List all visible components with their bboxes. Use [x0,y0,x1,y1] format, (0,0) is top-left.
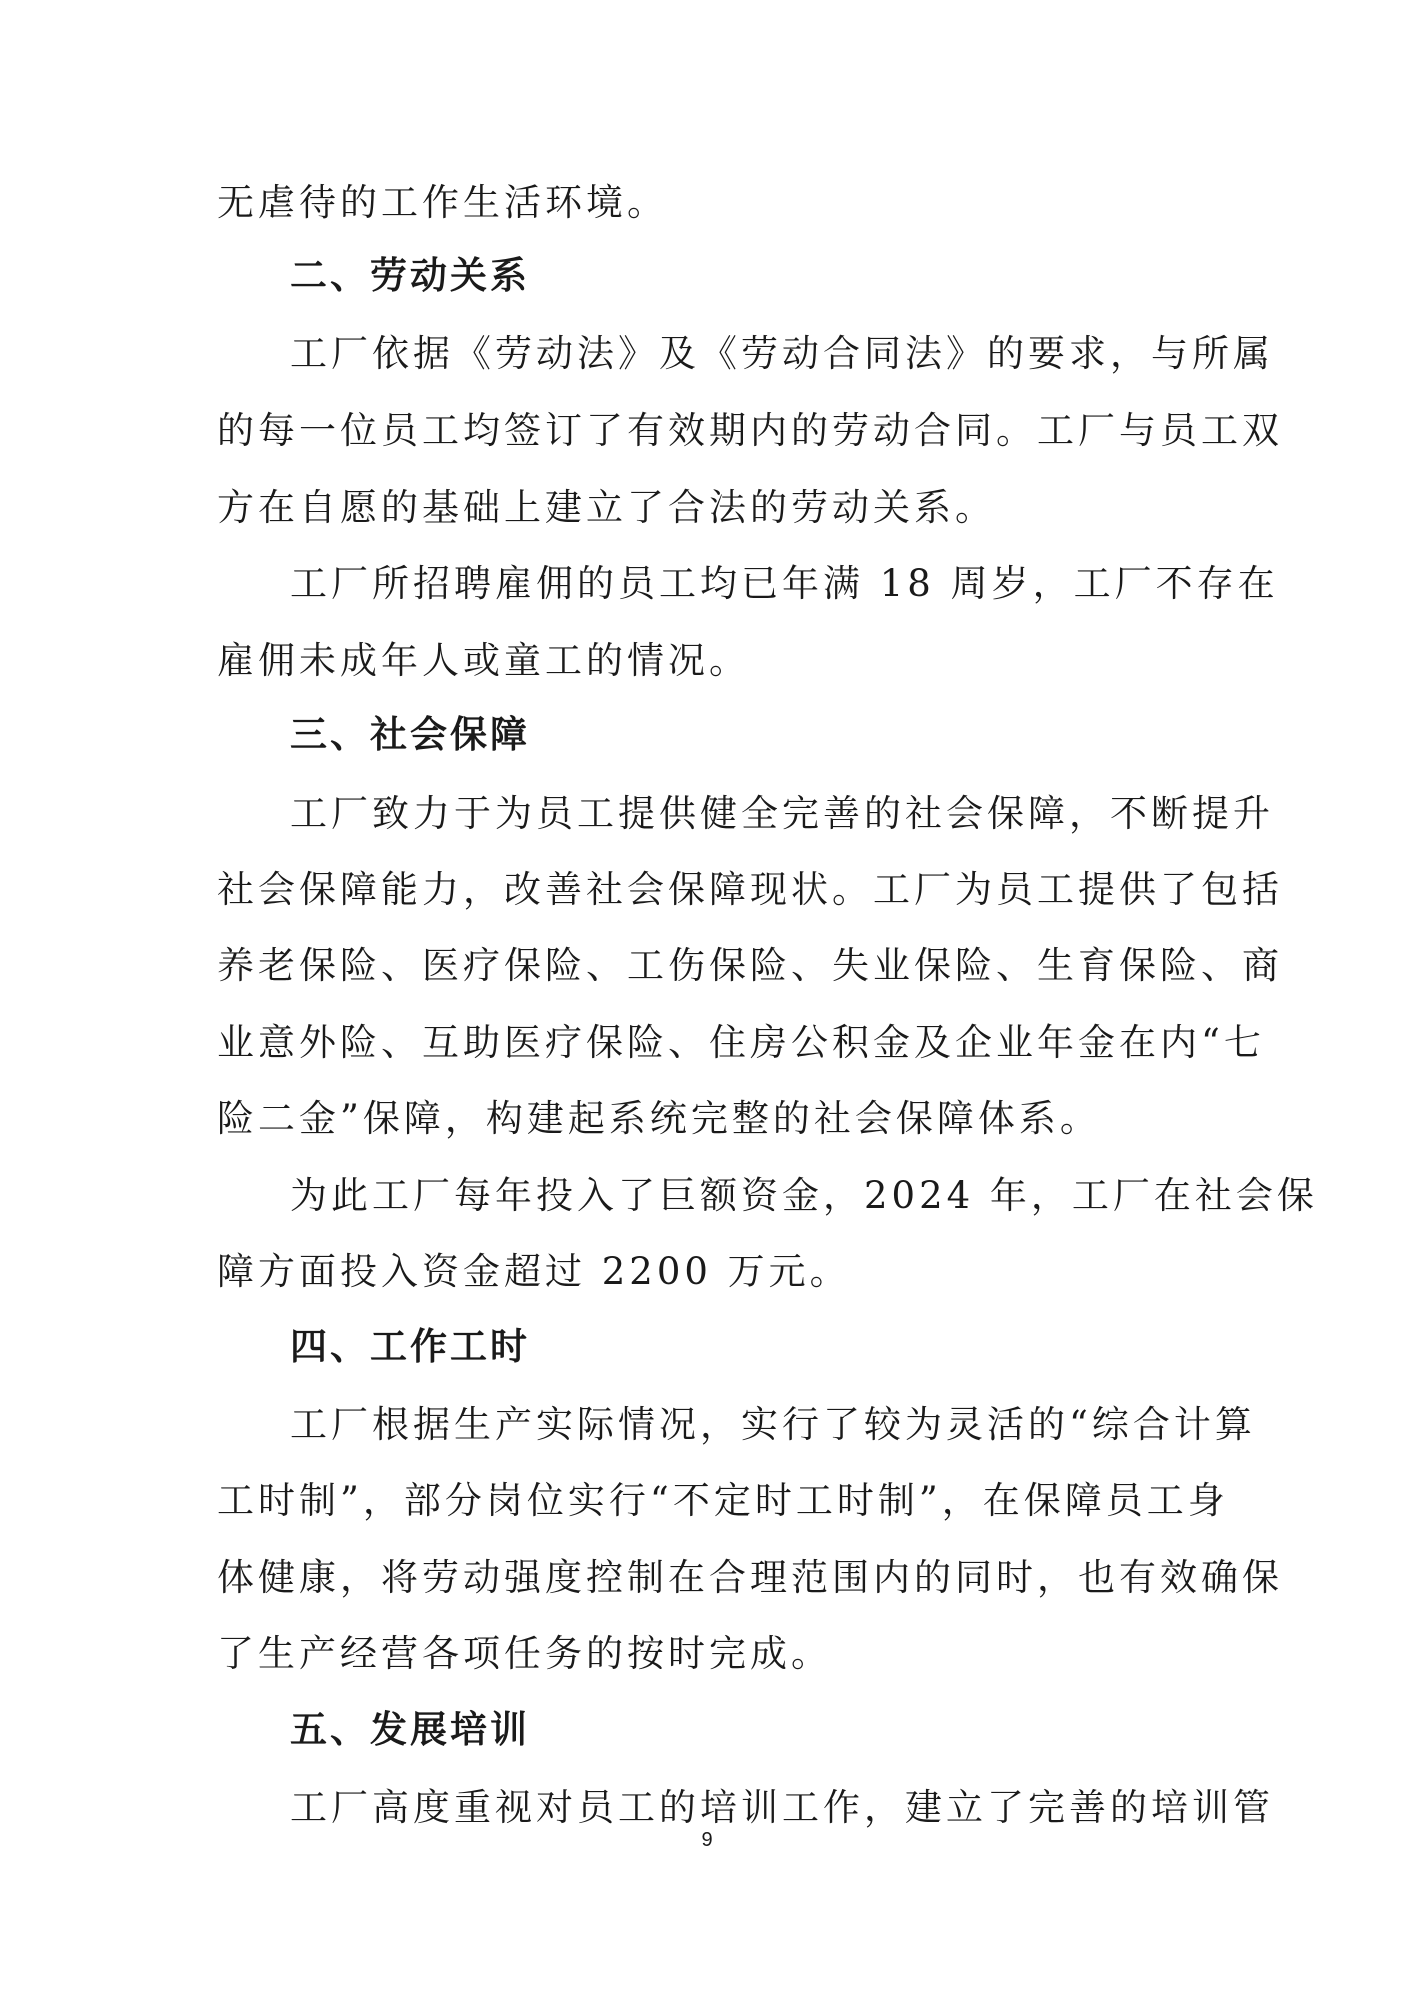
paragraph-line: 社会保障能力，改善社会保障现状。工厂为员工提供了包括 [217,868,1283,911]
paragraph-line: 业意外险、互助医疗保险、住房公积金及企业年金在内“七 [217,1021,1265,1064]
paragraph-line: 险二金”保障，构建起系统完整的社会保障体系。 [217,1097,1101,1140]
section-heading-development-training: 五、发展培训 [290,1708,530,1751]
paragraph-line: 无虐待的工作生活环境。 [217,181,668,224]
section-heading-social-security: 三、社会保障 [290,713,530,756]
paragraph-line: 为此工厂每年投入了巨额资金，2024 年，工厂在社会保 [290,1174,1318,1217]
paragraph-line: 养老保险、医疗保险、工伤保险、失业保险、生育保险、商 [217,944,1283,987]
paragraph-line: 工时制”，部分岗位实行“不定时工时制”，在保障员工身 [217,1479,1229,1522]
paragraph-line: 了生产经营各项任务的按时完成。 [217,1632,832,1675]
paragraph-line: 体健康，将劳动强度控制在合理范围内的同时，也有效确保 [217,1556,1283,1599]
page-number: 9 [701,1829,713,1851]
paragraph-line: 方在自愿的基础上建立了合法的劳动关系。 [217,486,996,529]
paragraph-line: 的每一位员工均签订了有效期内的劳动合同。工厂与员工双 [217,409,1283,452]
paragraph-line: 工厂致力于为员工提供健全完善的社会保障，不断提升 [290,792,1274,835]
paragraph-line: 工厂高度重视对员工的培训工作，建立了完善的培训管 [290,1786,1274,1829]
paragraph-line: 障方面投入资金超过 2200 万元。 [217,1250,851,1293]
paragraph-line: 工厂依据《劳动法》及《劳动合同法》的要求，与所属 [290,332,1274,375]
section-heading-working-hours: 四、工作工时 [290,1325,530,1368]
paragraph-line: 工厂所招聘雇佣的员工均已年满 18 周岁，工厂不存在 [290,562,1279,605]
paragraph-line: 雇佣未成年人或童工的情况。 [217,639,750,682]
paragraph-line: 工厂根据生产实际情况，实行了较为灵活的“综合计算 [290,1403,1256,1446]
section-heading-labor-relations: 二、劳动关系 [290,254,530,297]
